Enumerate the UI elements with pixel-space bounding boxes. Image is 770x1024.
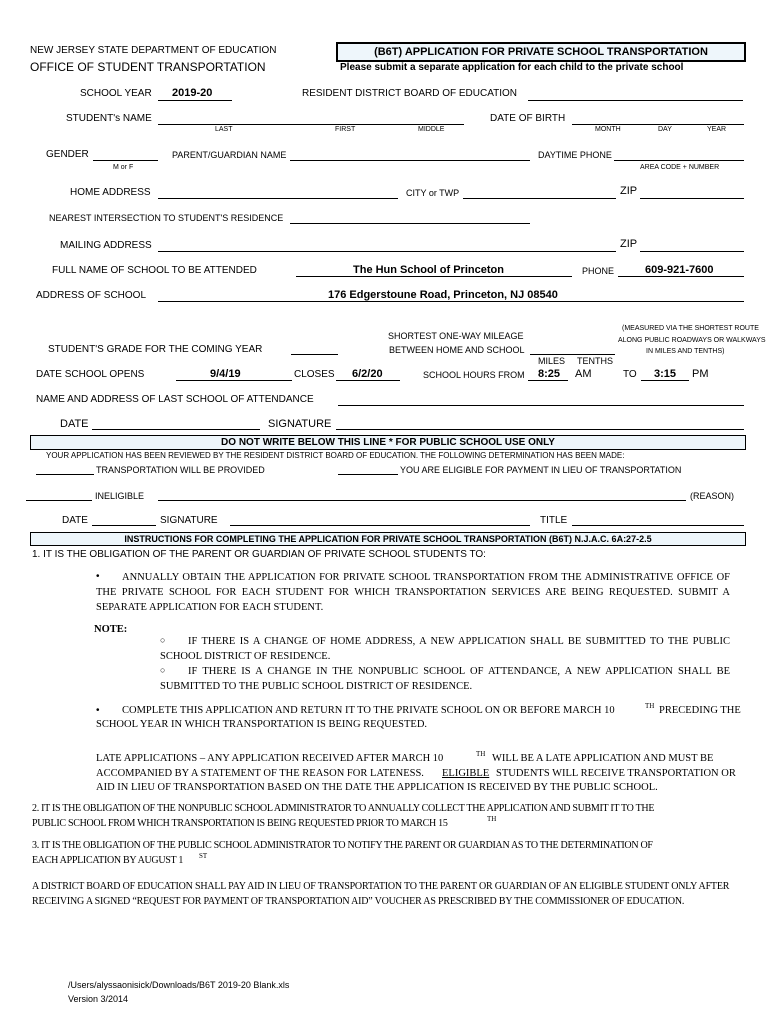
resident-district-label: RESIDENT DISTRICT BOARD OF EDUCATION — [302, 88, 518, 99]
day-caption: DAY — [658, 126, 672, 133]
bullet-2-text-b: PRECEDING THE — [659, 705, 741, 716]
provided-check[interactable] — [36, 474, 94, 475]
school-year-value[interactable]: 2019-20 — [172, 87, 213, 99]
final-paragraph: A DISTRICT BOARD OF EDUCATION SHALL PAY AID IN LIEU OF TRANSPORTATION TO THE PARENT OR GUARDIAN OF AN ELIGIBLE STUDENT ONLY AFTER RECEIVING A SIGNED “REQUEST FOR PAYMENT OF TRANSPORTATION AID” VOUCHER AS PRESCRIBED BY THE COMMISSIONER OF EDUCATION. — [32, 881, 730, 907]
tenths-caption: TENTHS — [577, 356, 613, 366]
official-title-field[interactable] — [572, 525, 744, 526]
mailing-label: MAILING ADDRESS — [60, 240, 152, 251]
ineligible-check[interactable] — [26, 500, 92, 501]
year-caption: YEAR — [707, 126, 727, 133]
bullet-2-text-c: SCHOOL YEAR IN WHICH TRANSPORTATION IS BEING REQUESTED. — [96, 719, 428, 730]
hours-to-value[interactable]: 3:15 — [654, 368, 677, 380]
school-name-label: FULL NAME OF SCHOOL TO BE ATTENDED — [52, 265, 257, 276]
am-label: AM — [575, 368, 592, 380]
signature-field[interactable] — [336, 429, 744, 430]
opens-value[interactable]: 9/4/19 — [210, 368, 241, 380]
circle-bullet-icon: ○ — [160, 635, 166, 645]
bullet-1-text: ANNUALLY OBTAIN THE APPLICATION FOR PRIVATE SCHOOL TRANSPORTATION FROM THE ADMINISTRATIVE OFFICE OF THE PRIVATE SCHOOL FOR EACH STUDENT FOR WHICH TRANSPORTATION SERVICES ARE BEING REQUESTED. SUBMIT A SEPARATE APPLICATION FOR EACH STUDENT. — [96, 572, 730, 613]
date-label: DATE — [60, 418, 89, 430]
closes-label: CLOSES — [294, 369, 335, 380]
bullet-2-text-a: COMPLETE THIS APPLICATION AND RETURN IT TO THE PRIVATE SCHOOL ON OR BEFORE MARCH 10 — [122, 705, 615, 716]
item-2-text-b: PUBLIC SCHOOL FROM WHICH TRANSPORTATION IS BEING REQUESTED PRIOR TO MARCH 15 — [32, 818, 448, 829]
late-text-d: AID IN LIEU OF TRANSPORTATION BASED ON THE DATE THE APPLICATION IS RECEIVED BY THE PUBLIC SCHOOL. — [96, 782, 658, 793]
dob-field[interactable] — [572, 124, 744, 125]
measured-note-2: ALONG PUBLIC ROADWAYS OR WALKWAYS — [618, 337, 766, 344]
intersection-label: NEAREST INTERSECTION TO STUDENT'S RESIDENCE — [49, 213, 284, 223]
middle-caption: MIDDLE — [418, 126, 445, 133]
late-text-c2: STUDENTS WILL RECEIVE TRANSPORTATION OR — [496, 768, 736, 779]
zip2-field[interactable] — [640, 251, 744, 252]
grade-field[interactable] — [291, 354, 338, 355]
first-caption: FIRST — [335, 126, 356, 133]
month-caption: MONTH — [595, 126, 621, 133]
student-name-field[interactable] — [158, 124, 464, 125]
sub-bullet-1-text: IF THERE IS A CHANGE OF HOME ADDRESS, A NEW APPLICATION SHALL BE SUBMITTED TO THE PUBLIC SCHOOL DISTRICT OF RESIDENCE. — [160, 636, 730, 662]
official-date-label: DATE — [62, 515, 88, 526]
daytime-phone-field[interactable] — [614, 160, 744, 161]
instructions-banner: INSTRUCTIONS FOR COMPLETING THE APPLICATION FOR PRIVATE SCHOOL TRANSPORTATION (B6T) N.J.A.C. 6A:27-2.5 — [30, 532, 746, 546]
grade-label: STUDENT'S GRADE FOR THE COMING YEAR — [48, 344, 263, 355]
opens-label: DATE SCHOOL OPENS — [36, 369, 145, 380]
zip-field[interactable] — [640, 198, 744, 199]
signature-label: SIGNATURE — [268, 418, 332, 430]
reason-field[interactable] — [158, 500, 686, 501]
school-year-line[interactable] — [158, 100, 232, 101]
mailing-field[interactable] — [158, 251, 616, 252]
reason-label: (REASON) — [690, 491, 735, 501]
phone-line[interactable] — [618, 276, 744, 277]
bullet-2-th: TH — [645, 702, 655, 710]
item-3-text-b: EACH APPLICATION BY AUGUST 1 — [32, 855, 184, 866]
home-address-field[interactable] — [158, 198, 398, 199]
hours-from-line[interactable] — [528, 380, 568, 381]
late-text-c1: ACCOMPANIED BY A STATEMENT OF THE REASON FOR LATENESS. — [96, 768, 424, 779]
hours-from-value[interactable]: 8:25 — [538, 368, 561, 380]
form-subtitle: Please submit a separate application for each child to the private school — [340, 62, 684, 73]
item-3-text-a: 3. IT IS THE OBLIGATION OF THE PUBLIC SCHOOL ADMINISTRATOR TO NOTIFY THE PARENT OR GUARDIAN AS TO THE DETERMINATION OF — [32, 840, 653, 851]
measured-note-3: IN MILES AND TENTHS) — [646, 348, 725, 355]
pm-label: PM — [692, 368, 709, 380]
student-name-label: STUDENT's NAME — [66, 113, 152, 124]
city-field[interactable] — [463, 198, 616, 199]
hours-to-line[interactable] — [641, 380, 689, 381]
note-label: NOTE: — [94, 624, 128, 635]
parent-field[interactable] — [290, 160, 530, 161]
mileage-field[interactable] — [530, 354, 615, 355]
office-name: OFFICE OF STUDENT TRANSPORTATION — [30, 60, 266, 74]
area-code-caption: AREA CODE + NUMBER — [640, 164, 720, 171]
last-school-label: NAME AND ADDRESS OF LAST SCHOOL OF ATTENDANCE — [36, 394, 314, 405]
closes-line[interactable] — [336, 380, 400, 381]
phone-label: PHONE — [582, 266, 615, 276]
ineligible-label: INELIGIBLE — [95, 491, 145, 501]
school-address-label: ADDRESS OF SCHOOL — [36, 290, 147, 301]
late-text-a: LATE APPLICATIONS – ANY APPLICATION RECEIVED AFTER MARCH 10 — [96, 753, 444, 764]
school-name-line[interactable] — [296, 276, 572, 277]
payment-label: YOU ARE ELIGIBLE FOR PAYMENT IN LIEU OF TRANSPORTATION — [400, 465, 682, 475]
opens-line[interactable] — [176, 380, 292, 381]
school-name-value[interactable]: The Hun School of Princeton — [353, 264, 504, 276]
mileage-label-2: BETWEEN HOME AND SCHOOL — [389, 345, 525, 355]
measured-note-1: (MEASURED VIA THE SHORTEST ROUTE — [622, 325, 759, 332]
sub-bullet-2-text: IF THERE IS A CHANGE IN THE NONPUBLIC SCHOOL OF ATTENDANCE, A NEW APPLICATION SHALL BE SUBMITTED TO THE PUBLIC SCHOOL DISTRICT OF RESIDENCE. — [160, 666, 730, 692]
home-address-label: HOME ADDRESS — [70, 187, 151, 198]
late-text-b: WILL BE A LATE APPLICATION AND MUST BE — [492, 753, 714, 764]
item-2-text-a: 2. IT IS THE OBLIGATION OF THE NONPUBLIC SCHOOL ADMINISTRATOR TO ANNUALLY COLLECT THE APPLICATION AND SUBMIT IT TO THE — [32, 803, 655, 814]
bullet-icon: • — [96, 705, 100, 716]
school-address-line[interactable] — [158, 301, 744, 302]
official-signature-label: SIGNATURE — [160, 515, 218, 526]
zip2-label: ZIP — [620, 238, 638, 250]
closes-value[interactable]: 6/2/20 — [352, 368, 383, 380]
miles-caption: MILES — [538, 356, 566, 366]
daytime-phone-label: DAYTIME PHONE — [538, 150, 612, 160]
date-field[interactable] — [92, 429, 260, 430]
bullet-icon: • — [96, 571, 100, 582]
late-th: TH — [476, 750, 486, 758]
zip-label: ZIP — [620, 185, 638, 197]
gender-field[interactable] — [93, 160, 158, 161]
file-path: /Users/alyssaonisick/Downloads/B6T 2019-20 Blank.xls — [68, 980, 290, 990]
payment-check[interactable] — [338, 474, 398, 475]
hours-label: SCHOOL HOURS FROM — [423, 370, 525, 380]
official-title-label: TITLE — [540, 515, 568, 526]
phone-value[interactable]: 609-921-7600 — [645, 264, 714, 276]
gender-label: GENDER — [46, 149, 89, 160]
official-signature-field[interactable] — [230, 525, 530, 526]
official-use-banner: DO NOT WRITE BELOW THIS LINE * FOR PUBLIC SCHOOL USE ONLY — [30, 435, 746, 450]
last-school-field[interactable] — [338, 405, 744, 406]
instruction-item-1: 1. IT IS THE OBLIGATION OF THE PARENT OR GUARDIAN OF PRIVATE SCHOOL STUDENTS TO: — [32, 549, 486, 560]
resident-district-field[interactable] — [528, 100, 743, 101]
parent-label: PARENT/GUARDIAN NAME — [172, 150, 287, 160]
mileage-label-1: SHORTEST ONE-WAY MILEAGE — [388, 331, 524, 341]
item-2-th: TH — [487, 815, 497, 823]
item-3-st: ST — [199, 852, 208, 860]
m-or-f-caption: M or F — [113, 164, 134, 171]
city-label: CITY or TWP — [406, 188, 460, 198]
school-address-value[interactable]: 176 Edgerstoune Road, Princeton, NJ 08540 — [328, 289, 558, 301]
dept-name: NEW JERSEY STATE DEPARTMENT OF EDUCATION — [30, 45, 277, 56]
late-eligible: ELIGIBLE — [442, 768, 490, 779]
circle-bullet-icon: ○ — [160, 665, 166, 675]
official-date-field[interactable] — [92, 525, 156, 526]
to-label: TO — [623, 369, 637, 380]
school-year-label: SCHOOL YEAR — [80, 88, 152, 99]
reviewed-text: YOUR APPLICATION HAS BEEN REVIEWED BY THE RESIDENT DISTRICT BOARD OF EDUCATION. THE FOLLOWING DETERMINATION HAS BEEN MADE: — [46, 451, 625, 460]
intersection-field[interactable] — [290, 223, 530, 224]
provided-label: TRANSPORTATION WILL BE PROVIDED — [96, 465, 265, 475]
dob-label: DATE OF BIRTH — [490, 113, 566, 124]
form-title: (B6T) APPLICATION FOR PRIVATE SCHOOL TRANSPORTATION — [336, 42, 746, 62]
last-caption: LAST — [215, 126, 233, 133]
version-text: Version 3/2014 — [68, 994, 129, 1004]
